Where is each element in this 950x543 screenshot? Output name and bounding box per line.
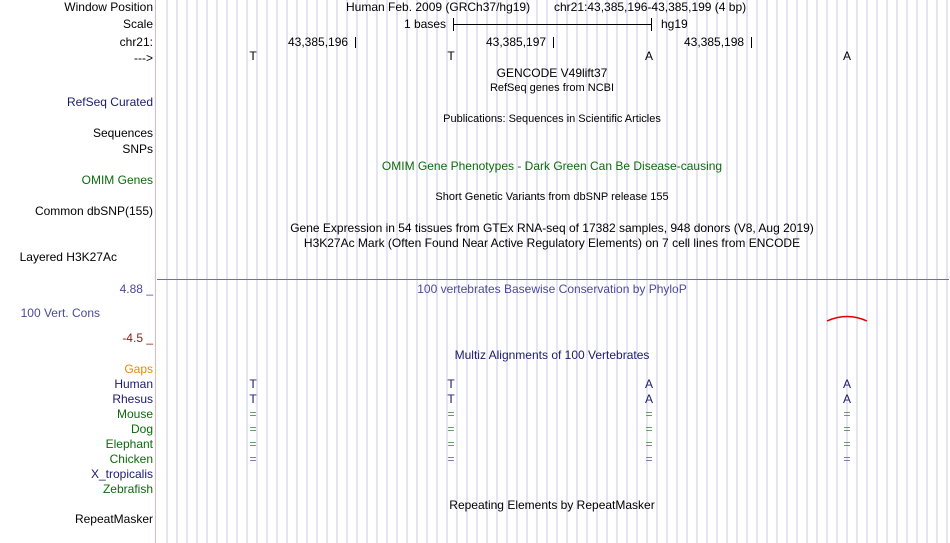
omim-track-title[interactable]: OMIM Gene Phenotypes - Dark Green Can Be Disease-causing bbox=[381, 159, 723, 173]
alignment-base: = bbox=[447, 452, 455, 466]
alignment-base: A bbox=[842, 377, 851, 391]
species-label-dog[interactable]: Dog bbox=[130, 422, 153, 436]
conservation-min: -4.5 _ bbox=[122, 331, 153, 345]
species-label-elephant[interactable]: Elephant bbox=[105, 437, 153, 451]
gencode-track-title[interactable]: GENCODE V49lift37 bbox=[496, 66, 608, 80]
dbsnp-track-title[interactable]: Short Genetic Variants from dbSNP release 155 bbox=[435, 191, 669, 203]
repeatmasker-track-title[interactable]: Repeating Elements by RepeatMasker bbox=[449, 498, 655, 512]
alignment-base: = bbox=[843, 422, 851, 436]
multiz-track-title[interactable]: Multiz Alignments of 100 Vertebrates bbox=[454, 348, 650, 362]
assembly-name: Human Feb. 2009 (GRCh37/hg19) bbox=[346, 0, 531, 14]
species-label-chicken[interactable]: Chicken bbox=[109, 452, 153, 466]
alignment-base: = bbox=[843, 407, 851, 421]
alignment-base: = bbox=[645, 407, 653, 421]
scale-db: hg19 bbox=[661, 17, 688, 31]
track-label-layered-h3k27ac[interactable]: Layered H3K27Ac bbox=[19, 250, 117, 264]
species-label-zebrafish[interactable]: Zebrafish bbox=[102, 482, 153, 496]
alignment-base: = bbox=[645, 452, 653, 466]
species-label-human[interactable]: Human bbox=[114, 377, 153, 391]
alignment-base: A bbox=[644, 377, 653, 391]
chrom-label: chr21: bbox=[119, 35, 153, 49]
ruler-tick bbox=[751, 37, 752, 48]
alignment-base: T bbox=[249, 377, 257, 391]
ruler-position-1: 43,385,196 bbox=[288, 35, 349, 49]
alignment-base: = bbox=[645, 422, 653, 436]
dna-base: T bbox=[447, 49, 455, 63]
alignment-base: T bbox=[249, 392, 257, 406]
track-label-gaps[interactable]: Gaps bbox=[124, 362, 153, 376]
ruler-position-2: 43,385,197 bbox=[486, 35, 547, 49]
alignment-base: = bbox=[645, 437, 653, 451]
alignment-base: = bbox=[447, 422, 455, 436]
alignment-base: = bbox=[249, 407, 257, 421]
alignment-base: = bbox=[447, 407, 455, 421]
phylop-score-mark bbox=[825, 314, 869, 324]
alignment-base: = bbox=[249, 422, 257, 436]
alignment-base: A bbox=[644, 392, 653, 406]
window-position-label: Window Position bbox=[64, 0, 153, 14]
ruler-position-3: 43,385,198 bbox=[684, 35, 745, 49]
h3k27ac-track-title[interactable]: H3K27Ac Mark (Often Found Near Active Regulatory Elements) on 7 cell lines from ENCODE bbox=[303, 236, 801, 250]
track-label-sequences[interactable]: Sequences bbox=[92, 126, 153, 140]
alignment-base: = bbox=[843, 452, 851, 466]
alignment-base: = bbox=[249, 437, 257, 451]
track-label-snps[interactable]: SNPs bbox=[122, 142, 153, 156]
strand-label[interactable]: ---> bbox=[134, 51, 153, 65]
track-label-100-vert-cons[interactable]: 100 Vert. Cons bbox=[20, 306, 100, 320]
phylop-track-title[interactable]: 100 vertebrates Basewise Conservation by PhyloP bbox=[417, 282, 687, 296]
position-readout: chr21:43,385,196-43,385,199 (4 bp) bbox=[554, 0, 747, 14]
track-divider bbox=[157, 279, 949, 280]
alignment-base: A bbox=[842, 392, 851, 406]
alignment-base: T bbox=[447, 392, 455, 406]
scale-label: Scale bbox=[122, 17, 153, 31]
scale-bar-end bbox=[651, 18, 652, 31]
species-label-mouse[interactable]: Mouse bbox=[116, 407, 153, 421]
alignment-base: T bbox=[447, 377, 455, 391]
alignment-base: = bbox=[447, 437, 455, 451]
alignment-base: = bbox=[249, 452, 257, 466]
label-column-divider bbox=[155, 0, 156, 543]
track-label-refseq-curated[interactable]: RefSeq Curated bbox=[66, 95, 153, 109]
conservation-max: 4.88 _ bbox=[119, 282, 153, 296]
gtex-track-title[interactable]: Gene Expression in 54 tissues from GTEx RNA-seq of 17382 samples, 948 donors (V8, Aug 2019) bbox=[290, 221, 814, 235]
scale-bases: 1 bases bbox=[404, 17, 447, 31]
publications-track-title[interactable]: Publications: Sequences in Scientific Articles bbox=[443, 113, 661, 125]
refseq-track-subtitle[interactable]: RefSeq genes from NCBI bbox=[489, 82, 615, 94]
dna-base: A bbox=[644, 49, 653, 63]
ruler-tick bbox=[355, 37, 356, 48]
dna-base: T bbox=[249, 49, 257, 63]
alignment-base: = bbox=[843, 437, 851, 451]
track-label-repeatmasker[interactable]: RepeatMasker bbox=[74, 512, 153, 526]
track-label-omim-genes[interactable]: OMIM Genes bbox=[81, 173, 153, 187]
track-label-common-dbsnp[interactable]: Common dbSNP(155) bbox=[34, 204, 153, 218]
scale-bar bbox=[453, 24, 652, 25]
ruler-tick bbox=[553, 37, 554, 48]
dna-base: A bbox=[842, 49, 851, 63]
species-label-x-tropicalis[interactable]: X_tropicalis bbox=[90, 467, 153, 481]
species-label-rhesus[interactable]: Rhesus bbox=[112, 392, 153, 406]
